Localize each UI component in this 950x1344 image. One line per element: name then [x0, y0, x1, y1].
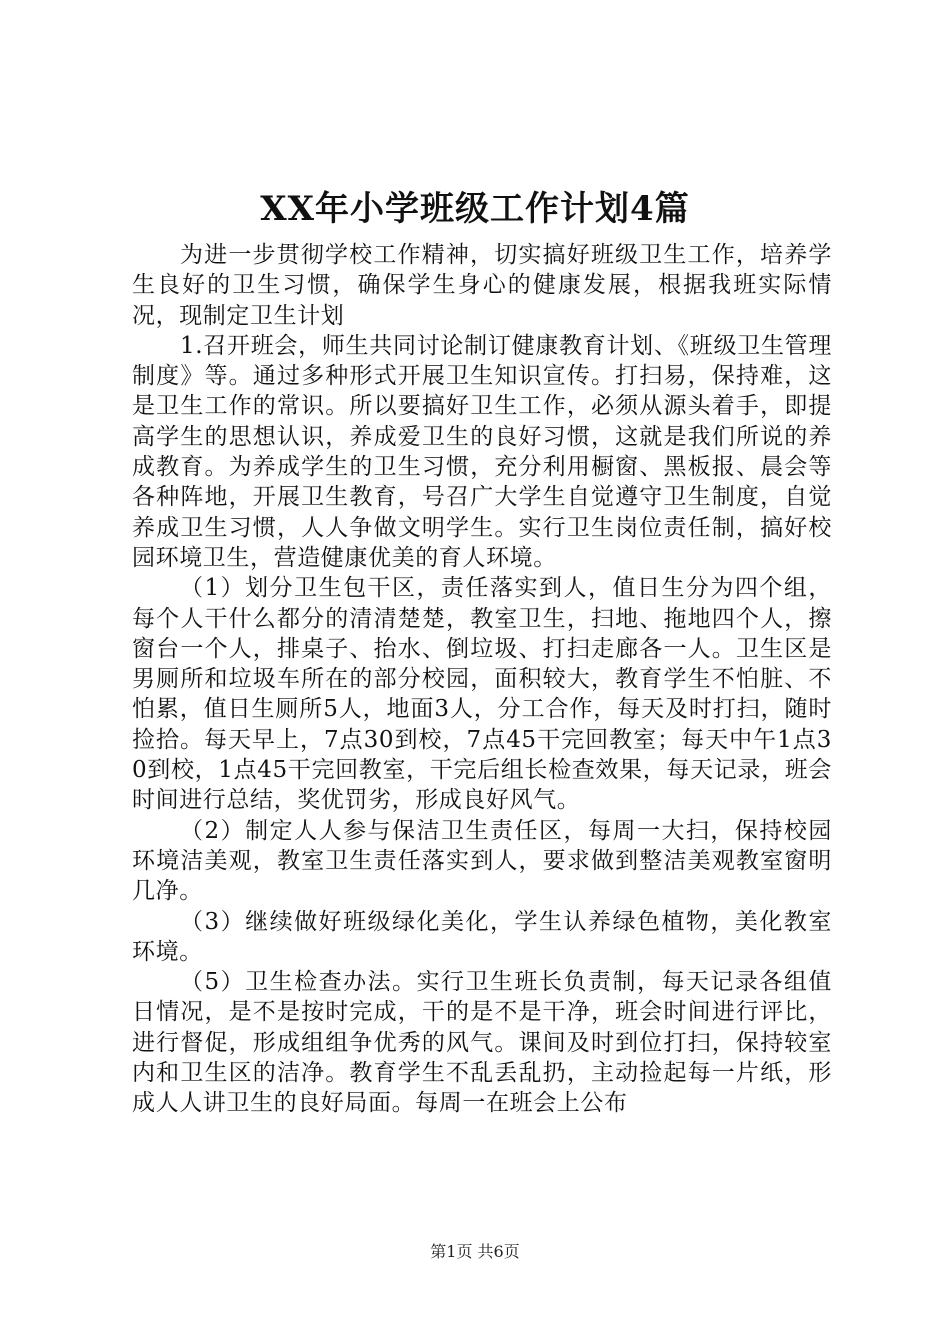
paragraph-sub-5: （5）卫生检查办法。实行卫生班长负责制，每天记录各组值日情况，是不是按时完成，干的是不是干净，班会时间进行评比，进行督促，形成组组争优秀的风气。课间及时到位打扫，保持较室内和卫生区的洁净。教育学生不乱丢乱扔，主动捡起每一片纸，形成人人讲卫生的良好局面。每周一在班会上公布: [132, 969, 832, 1117]
paragraph-sub-2: （2）制定人人参与保洁卫生责任区，每周一大扫，保持校园环境洁美观，教室卫生责任落实到人，要求做到整洁美观教室窗明几净。: [132, 817, 832, 905]
paragraph-item-1: 1.召开班会，师生共同讨论制订健康教育计划、《班级卫生管理制度》等。通过多种形式开展卫生知识宣传。打扫易，保持难，这是卫生工作的常识。所以要搞好卫生工作，必须从源头着手，即提高学生的思想认识，养成爱卫生的良好习惯，这就是我们所说的养成教育。为养成学生的卫生习惯，充分利用橱窗、黑板报、晨会等各种阵地，开展卫生教育，号召广大学生自觉遵守卫生制度，自觉养成卫生习惯，人人争做文明学生。实行卫生岗位责任制，搞好校园环境卫生，营造健康优美的育人环境。: [132, 332, 832, 571]
paragraph-intro: 为进一步贯彻学校工作精神，切实搞好班级卫生工作，培养学生良好的卫生习惯，确保学生身心的健康发展，根据我班实际情况，现制定卫生计划: [132, 242, 832, 329]
page-footer: 第1页 共6页: [430, 1242, 520, 1261]
paragraph-sub-3: （3）继续做好班级绿化美化，学生认养绿色植物，美化教室环境。: [132, 908, 832, 965]
document-title: XX年小学班级工作计划4篇: [260, 189, 690, 229]
paragraph-sub-1: （1）划分卫生包干区，责任落实到人，值日生分为四个组，每个人干什么都分的清清楚楚，教室卫生，扫地、拖地四个人，擦窗台一个人，排桌子、抬水、倒垃圾、打扫走廊各一人。卫生区是男厕所和垃圾车所在的部分校园，面积较大，教育学生不怕脏、不怕累，值日生厕所5人，地面3人，分工合作，每天及时打扫，随时捡拾。每天早上，7点30到校，7点45干完回教室；每天中午1点30到校，1点45干完回教室，干完后组长检查效果，每天记录，班会时间进行总结，奖优罚劣，形成良好风气。: [132, 575, 832, 814]
document-body: [132, 240, 832, 1119]
